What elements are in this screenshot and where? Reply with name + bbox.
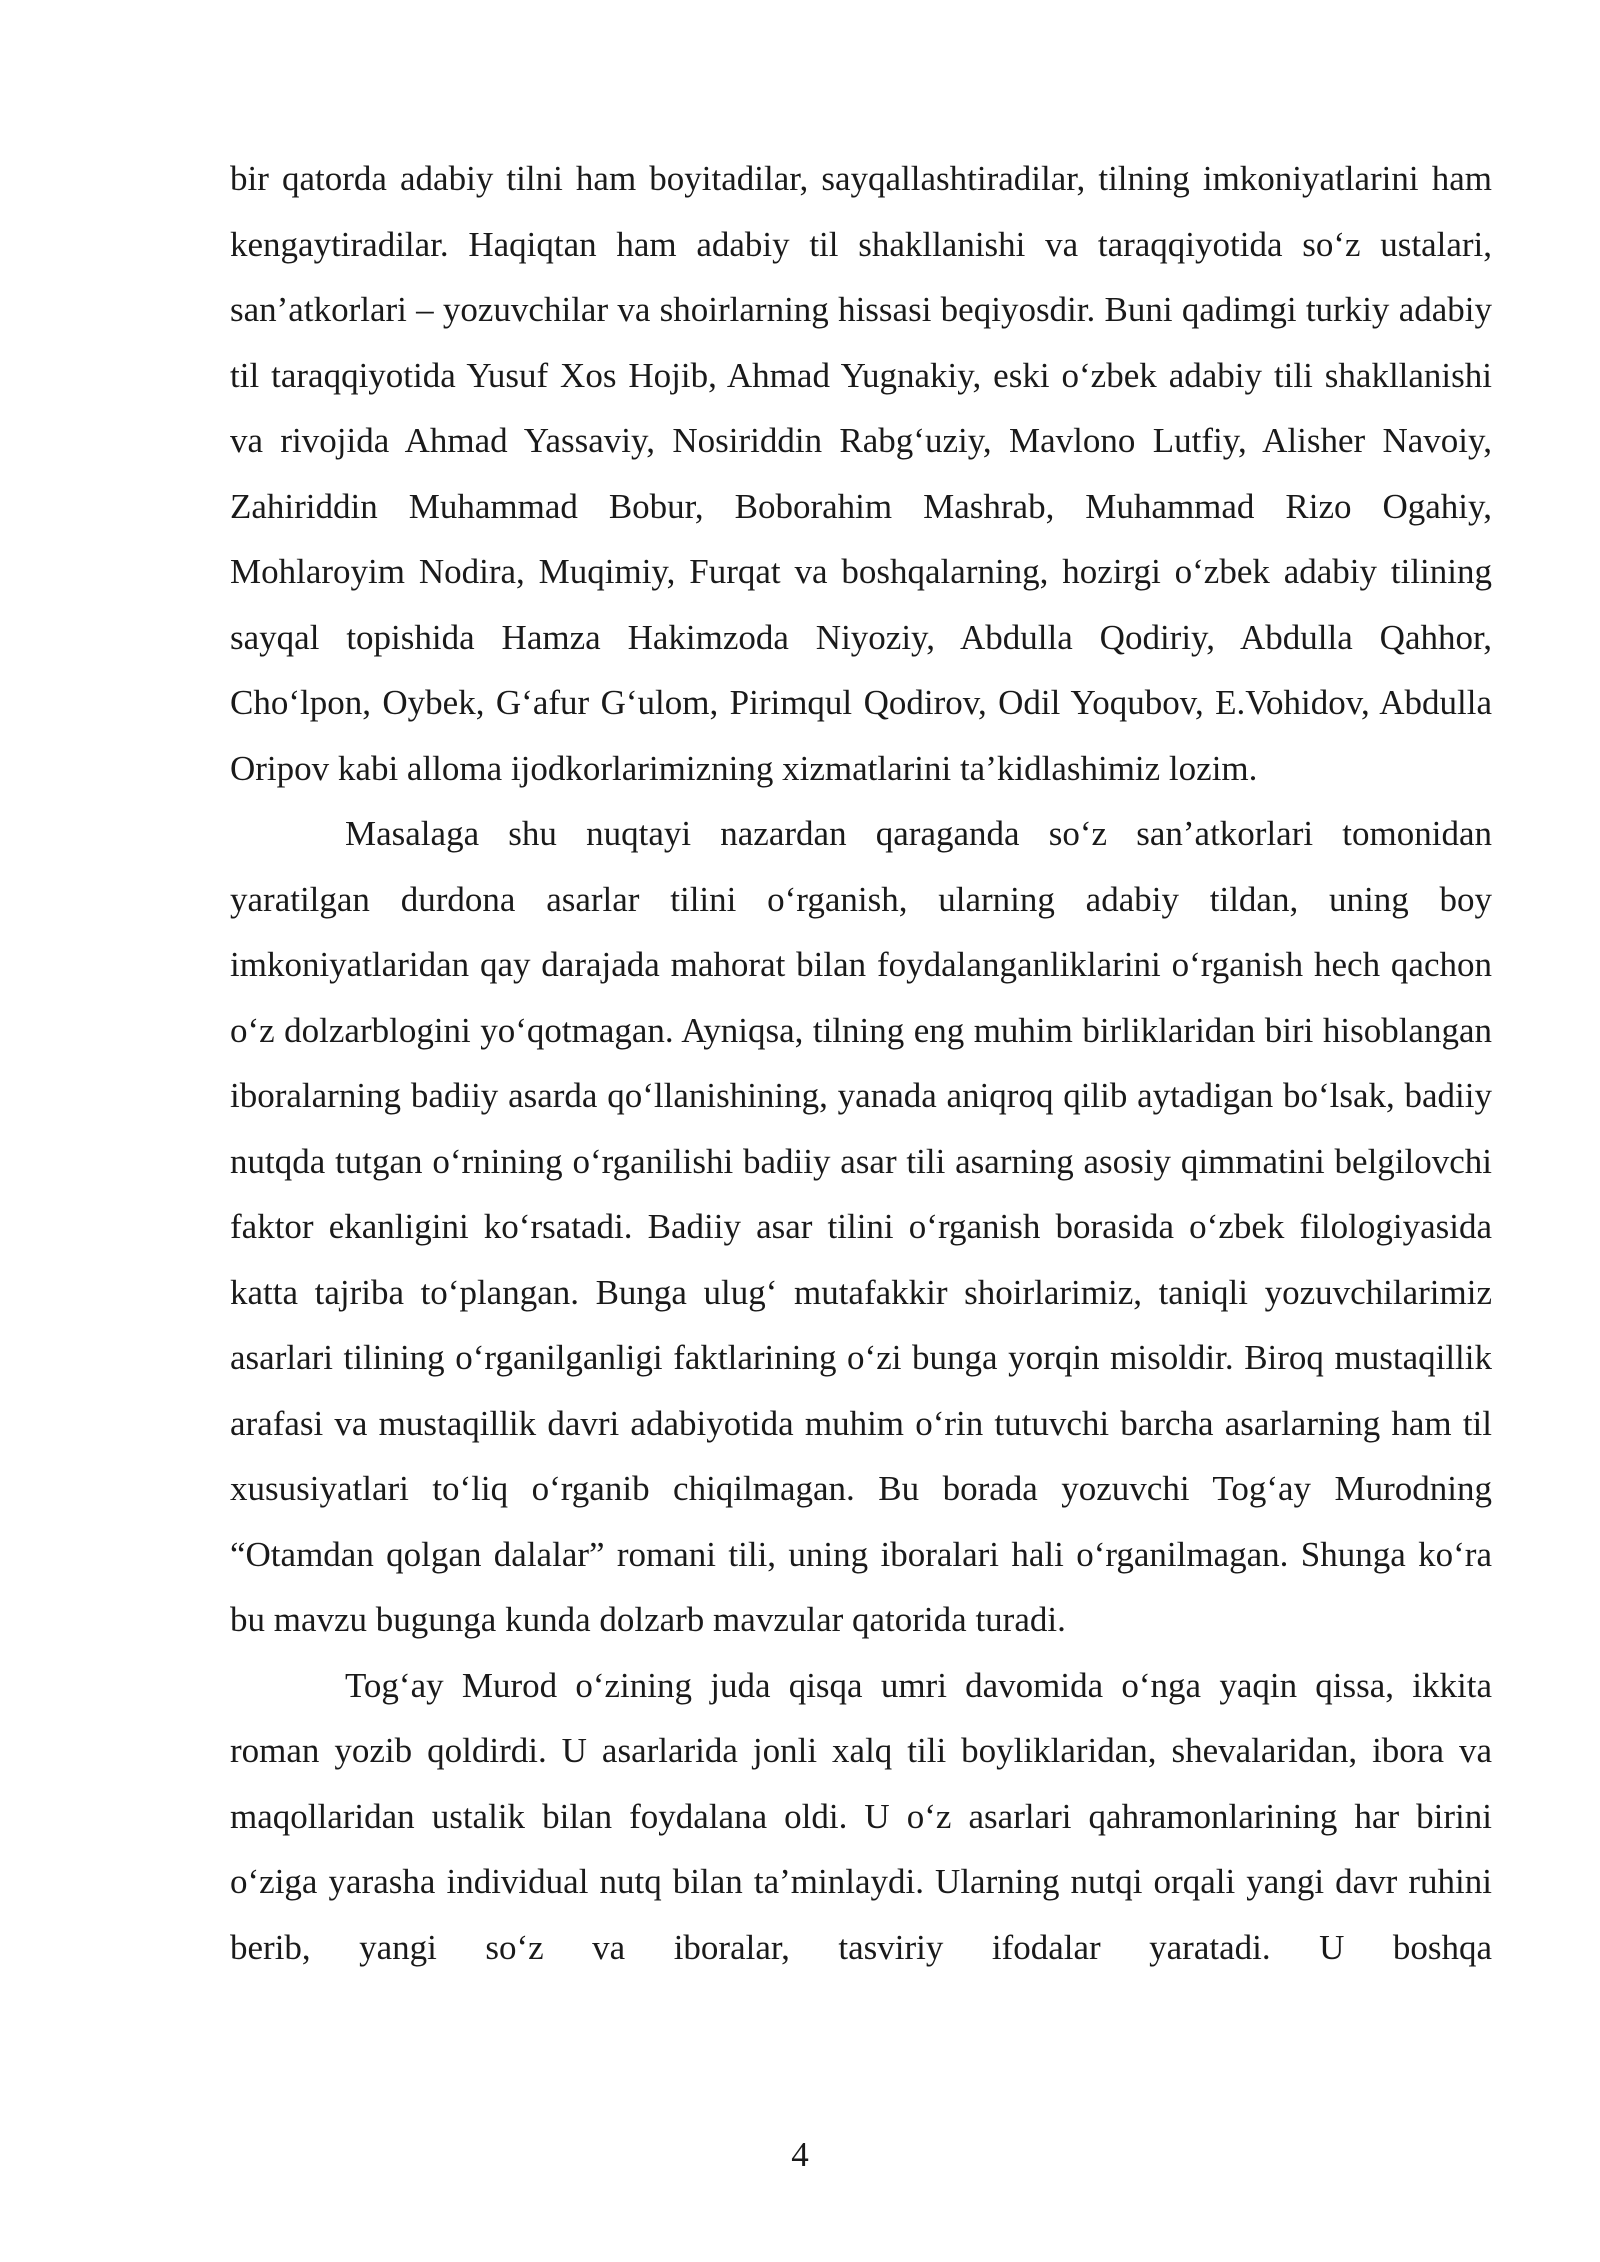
page-number: 4 (791, 2135, 809, 2174)
paragraph-2: Masalaga shu nuqtayi nazardan qaraganda so‘z san’atkorlari tomonidan yaratilgan durdona asarlar tilini o‘rganish, ularning adabiy tildan, uning boy imkoniyatlaridan qay darajada mahorat bilan foydalanganliklarini o‘rganish hech qachon o‘z dolzarblogini yo‘qotmagan. Ayniqsa, tilning eng muhim birliklaridan biri hisoblangan iboralarning badiiy asarda qo‘llanishining, yanada aniqroq qilib aytadigan bo‘lsak, badiiy nutqda tutgan o‘rnining o‘rganilishi badiiy asar tili asarning asosiy qimmatini belgilovchi faktor ekanligini ko‘rsatadi. Badiiy asar tilini o‘rganish borasida o‘zbek filologiyasida katta tajriba to‘plangan. Bunga ulug‘ mutafakkir shoirlarimiz, taniqli yozuvchilarimiz asarlari tilining o‘rganilganligi faktlarining o‘zi bunga yorqin misoldir. Biroq mustaqillik arafasi va mustaqillik davri adabiyotida muhim o‘rin tutuvchi barcha asarlarning ham til xususiyatlari to‘liq o‘rganib chiqilmagan. Bu borada yozuvchi Tog‘ay Murodning “Otamdan qolgan dalalar” romani tili, uning iboralari hali o‘rganilmagan. Shunga ko‘ra bu mavzu bugunga kunda dolzarb mavzular qatorida turadi. (230, 814, 1492, 1639)
paragraph-1: bir qatorda adabiy tilni ham boyitadilar, sayqallashtiradilar, tilning imkoniyatlarini ham kengaytiradilar. Haqiqtan ham adabiy til shakllanishi va taraqqiyotida so‘z ustalari, san’atkorlari – yozuvchilar va shoirlarning hissasi beqiyosdir. Buni qadimgi turkiy adabiy til taraqqiyotida Yusuf Xos Hojib, Ahmad Yugnakiy, eski o‘zbek adabiy tili shakllanishi va rivojida Ahmad Yassaviy, Nosiriddin Rabg‘uziy, Mavlono Lutfiy, Alisher Navoiy, Zahiriddin Muhammad Bobur, Boborahim Mashrab, Muhammad Rizo Ogahiy, Mohlaroyim Nodira, Muqimiy, Furqat va boshqalarning, hozirgi o‘zbek adabiy tilining sayqal topishida Hamza Hakimzoda Niyoziy, Abdulla Qodiriy, Abdulla Qahhor, Cho‘lpon, Oybek, G‘afur G‘ulom, Pirimqul Qodirov, Odil Yoqubov, E.Vohidov, Abdulla Oripov kabi alloma ijodkorlarimizning xizmatlarini ta’kidlashimiz lozim. (230, 159, 1492, 788)
paragraph-3: Tog‘ay Murod o‘zining juda qisqa umri davomida o‘nga yaqin qissa, ikkita roman yozib qoldirdi. U asarlarida jonli xalq tili boyliklaridan, shevalaridan, ibora va maqollaridan ustalik bilan foydalana oldi. U o‘z asarlari qahramonlarining har birini o‘ziga yarasha individual nutq bilan ta’minlaydi. Ularning nutqi orqali yangi davr ruhini berib, yangi so‘z va iboralar, tasviriy ifodalar yaratadi. U boshqa (230, 1665, 1492, 1967)
text-body (230, 146, 1492, 1980)
